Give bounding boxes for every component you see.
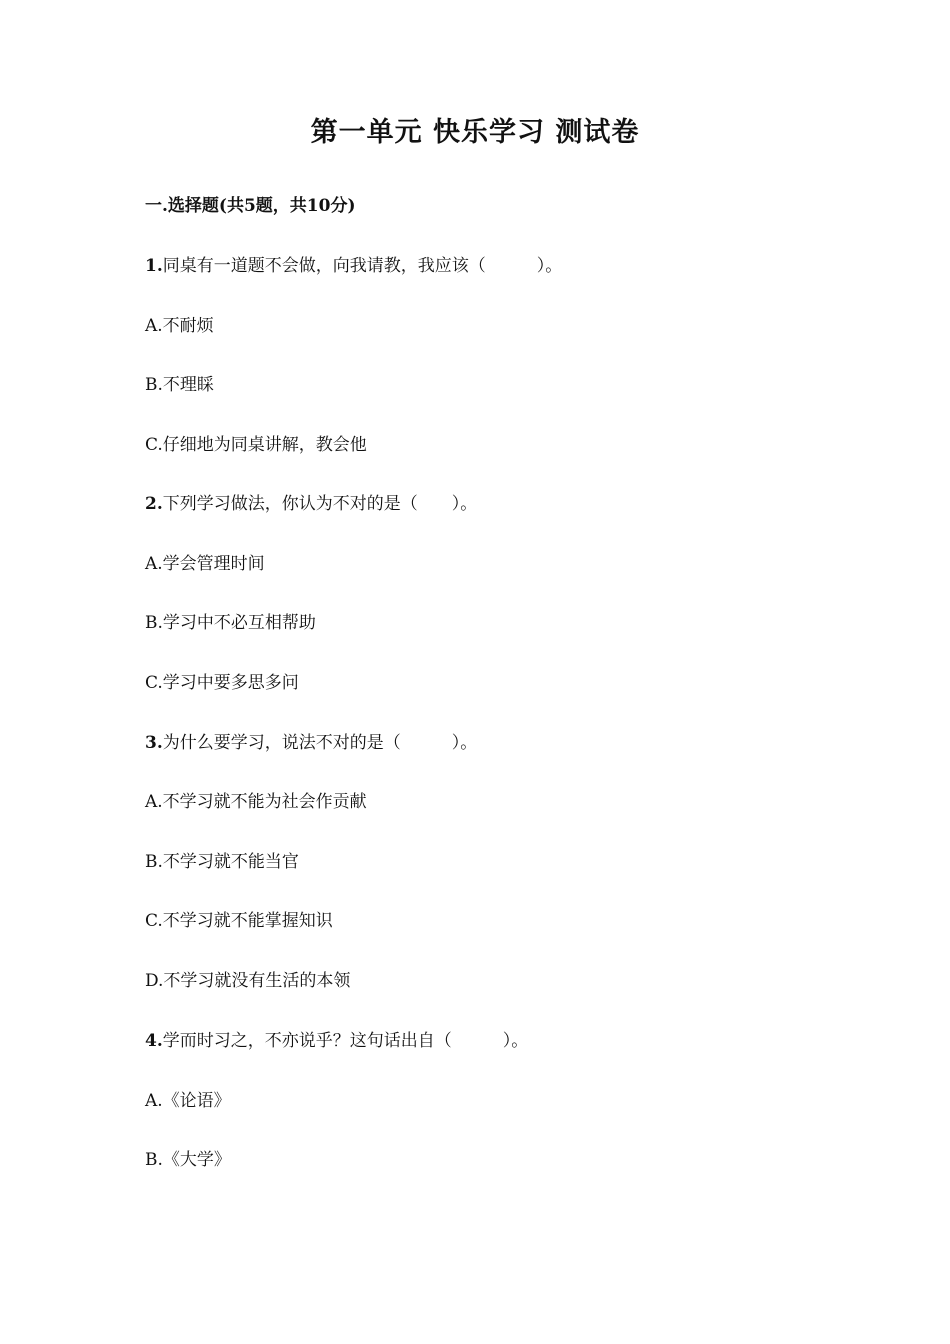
- question-text: 同桌有一道题不会做，向我请教，我应该（ ）。: [162, 256, 563, 276]
- page-title: 第一单元 快乐学习 测试卷: [310, 117, 640, 148]
- option-item: B.不学习就不能当官: [145, 852, 299, 872]
- option-item: D.不学习就没有生活的本领: [145, 971, 351, 991]
- question-2: [145, 491, 477, 517]
- option-item: A.不学习就不能为社会作贡献: [145, 792, 367, 812]
- option-item: A.不耐烦: [145, 316, 214, 336]
- option-item: A.《论语》: [145, 1091, 231, 1111]
- question-number: 3.: [145, 733, 163, 753]
- question-text: 下列学习做法，你认为不对的是（ ）。: [162, 494, 478, 514]
- option-item: B.不理睬: [145, 375, 214, 395]
- question-4: [145, 1028, 528, 1054]
- section-heading: 一.选择题(共5题，共10分): [145, 196, 356, 216]
- question-number: 2.: [145, 494, 163, 514]
- question-text: 为什么要学习，说法不对的是（ ）。: [162, 733, 478, 753]
- option-item: B.《大学》: [145, 1150, 231, 1170]
- question-text: 学而时习之，不亦说乎？这句话出自（ ）。: [162, 1031, 529, 1051]
- option-item: C.不学习就不能掌握知识: [145, 911, 333, 931]
- option-item: C.仔细地为同桌讲解，教会他: [145, 435, 367, 455]
- question-3: [145, 730, 477, 756]
- question-number: 4.: [145, 1031, 163, 1051]
- question-number: 1.: [145, 256, 163, 276]
- option-item: C.学习中要多思多问: [145, 673, 299, 693]
- question-1: [145, 253, 562, 279]
- option-item: B.学习中不必互相帮助: [145, 613, 316, 633]
- option-item: A.学会管理时间: [145, 554, 265, 574]
